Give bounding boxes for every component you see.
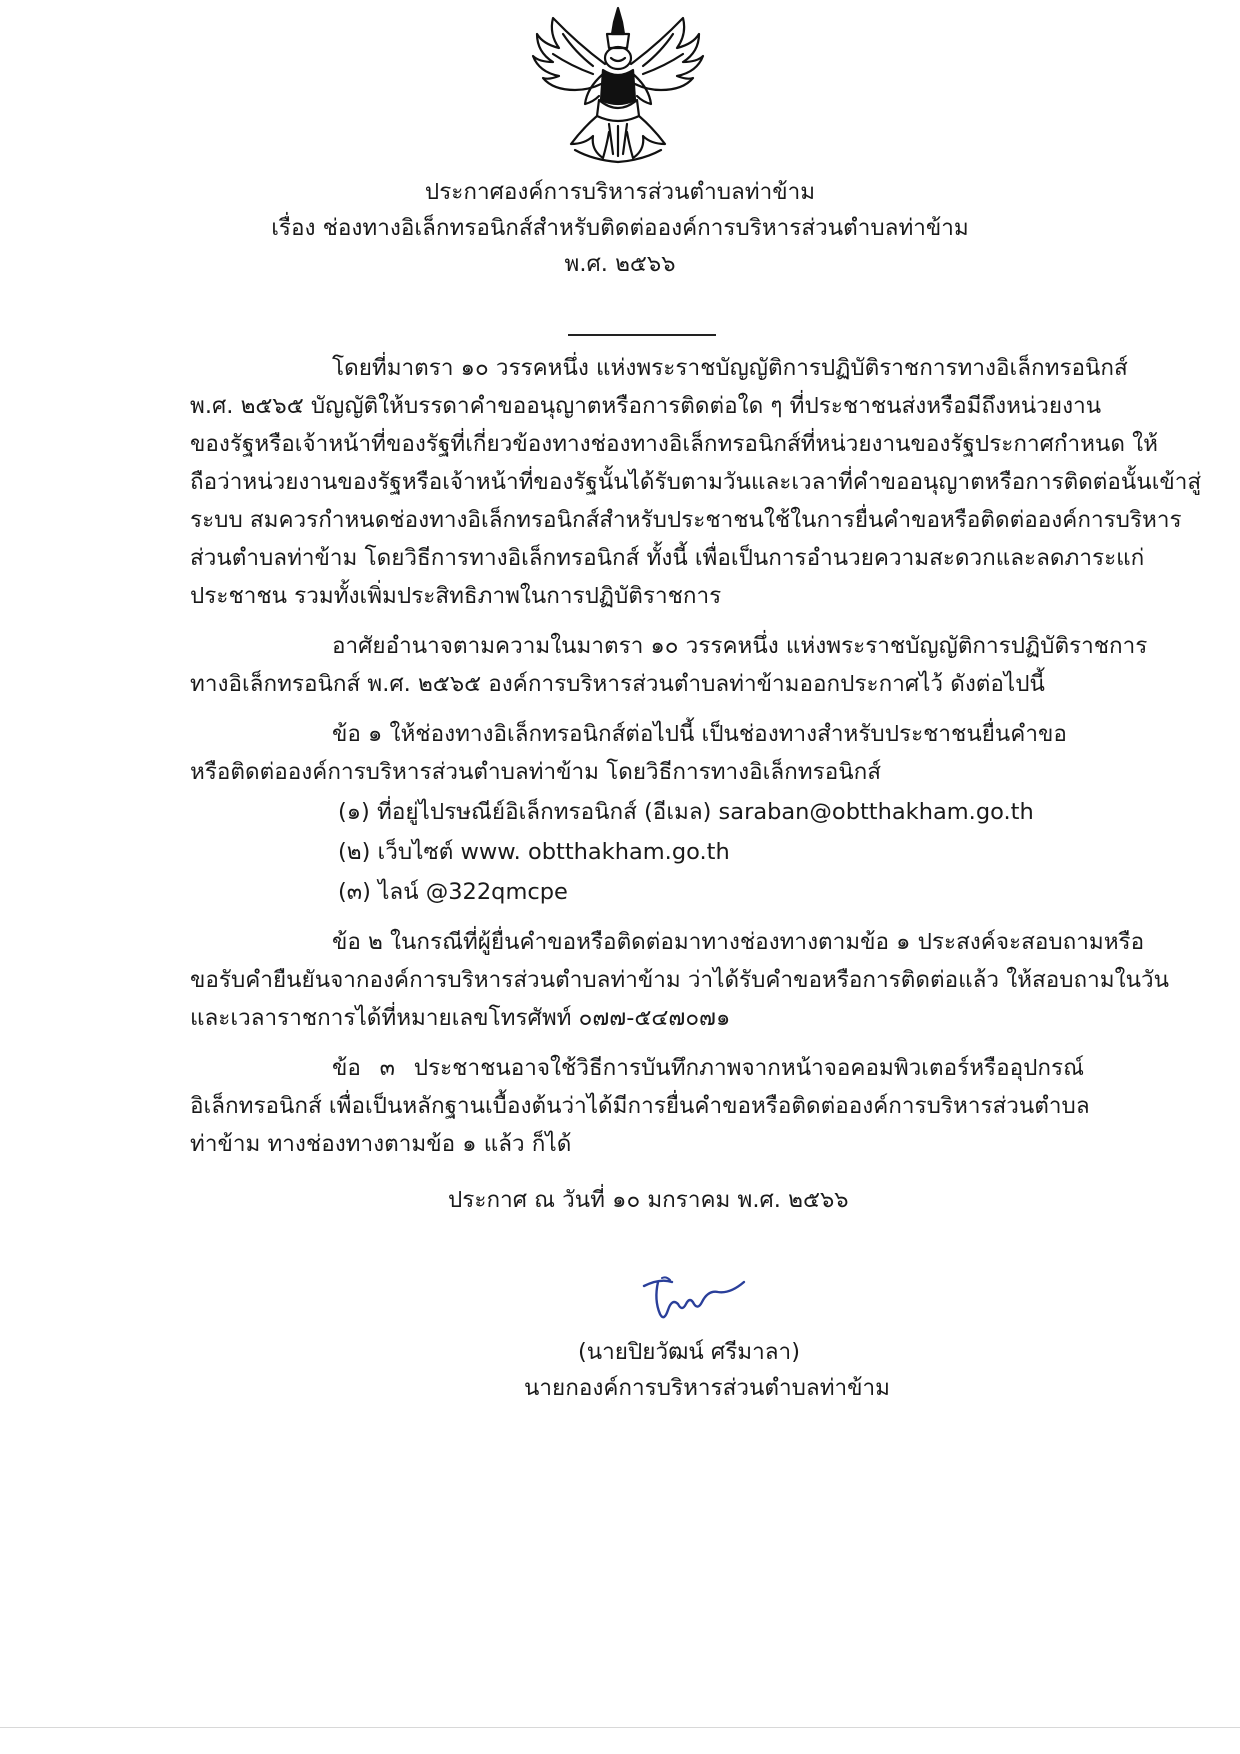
clause-2-line: และเวลาราชการได้ที่หมายเลขโทรศัพท์ ๐๗๗-๕๔๗๐๗๑ xyxy=(190,1005,731,1031)
handwritten-signature xyxy=(638,1270,750,1330)
paragraph-1-line: ของรัฐหรือเจ้าหน้าที่ของรัฐที่เกี่ยวข้องทางช่องทางอิเล็กทรอนิกส์ที่หน่วยงานของรัฐประกาศกำหนด ให้ xyxy=(190,431,1158,457)
paragraph-1-line: โดยที่มาตรา ๑๐ วรรคหนึ่ง แห่งพระราชบัญญัติการปฏิบัติราชการทางอิเล็กทรอนิกส์ xyxy=(332,355,1128,381)
clause-1-line: ข้อ ๑ ให้ช่องทางอิเล็กทรอนิกส์ต่อไปนี้ เป็นช่องทางสำหรับประชาชนยื่นคำขอ xyxy=(332,721,1067,747)
clause-3-line: อิเล็กทรอนิกส์ เพื่อเป็นหลักฐานเบื้องต้นว่าได้มีการยื่นคำขอหรือติดต่อองค์การบริหารส่วนตำบล xyxy=(190,1093,1090,1119)
paragraph-1-line: ถือว่าหน่วยงานของรัฐหรือเจ้าหน้าที่ของรัฐนั้นได้รับตามวันและเวลาที่คำขออนุญาตหรือการติดต่อนั้นเข้าสู่ xyxy=(190,469,1202,495)
channel-email: (๑) ที่อยู่ไปรษณีย์อิเล็กทรอนิกส์ (อีเมล) saraban@obtthakham.go.th xyxy=(338,799,1034,825)
signatory-position: นายกองค์การบริหารส่วนตำบลท่าข้าม xyxy=(524,1375,891,1401)
announcement-date: ประกาศ ณ วันที่ ๑๐ มกราคม พ.ศ. ๒๕๖๖ xyxy=(448,1187,849,1213)
paragraph-1-line: ส่วนตำบลท่าข้าม โดยวิธีการทางอิเล็กทรอนิกส์ ทั้งนี้ เพื่อเป็นการอำนวยความสะดวกและลดภาระแก่ xyxy=(190,545,1145,571)
header-divider xyxy=(568,334,716,336)
paragraph-1-line: ระบบ สมควรกำหนดช่องทางอิเล็กทรอนิกส์สำหรับประชาชนใช้ในการยื่นคำขอหรือติดต่อองค์การบริหาร xyxy=(190,507,1182,533)
announcement-year: พ.ศ. ๒๕๖๖ xyxy=(564,251,676,277)
paragraph-2-line: อาศัยอำนาจตามความในมาตรา ๑๐ วรรคหนึ่ง แห่งพระราชบัญญัติการปฏิบัติราชการ xyxy=(332,633,1148,659)
clause-3-line: ข้อ ๓ ประชาชนอาจใช้วิธีการบันทึกภาพจากหน้าจอคอมพิวเตอร์หรืออุปกรณ์ xyxy=(332,1055,1084,1081)
announcement-subject: เรื่อง ช่องทางอิเล็กทรอนิกส์สำหรับติดต่อองค์การบริหารส่วนตำบลท่าข้าม xyxy=(271,215,969,241)
paragraph-2-line: ทางอิเล็กทรอนิกส์ พ.ศ. ๒๕๖๕ องค์การบริหารส่วนตำบลท่าข้ามออกประกาศไว้ ดังต่อไปนี้ xyxy=(190,671,1045,697)
clause-2-line: ข้อ ๒ ในกรณีที่ผู้ยื่นคำขอหรือติดต่อมาทางช่องทางตามข้อ ๑ ประสงค์จะสอบถามหรือ xyxy=(332,929,1145,955)
announcement-title: ประกาศองค์การบริหารส่วนตำบลท่าข้าม xyxy=(424,179,816,205)
signatory-name: (นายปิยวัฒน์ ศรีมาลา) xyxy=(578,1339,800,1365)
clause-2-line: ขอรับคำยืนยันจากองค์การบริหารส่วนตำบลท่าข้าม ว่าได้รับคำขอหรือการติดต่อแล้ว ให้สอบถามในวัน xyxy=(190,967,1170,993)
paragraph-1-line: พ.ศ. ๒๕๖๕ บัญญัติให้บรรดาคำขออนุญาตหรือการติดต่อใด ๆ ที่ประชาชนส่งหรือมีถึงหน่วยงาน xyxy=(190,393,1102,419)
clause-3-line: ท่าข้าม ทางช่องทางตามข้อ ๑ แล้ว ก็ได้ xyxy=(190,1131,572,1157)
clause-1-line: หรือติดต่อองค์การบริหารส่วนตำบลท่าข้าม โดยวิธีการทางอิเล็กทรอนิกส์ xyxy=(190,759,881,785)
channel-line: (๓) ไลน์ @322qmcpe xyxy=(338,879,568,905)
garuda-emblem-icon xyxy=(523,4,713,166)
channel-website: (๒) เว็บไซต์ www. obtthakham.go.th xyxy=(338,839,730,865)
paragraph-1-line: ประชาชน รวมทั้งเพิ่มประสิทธิภาพในการปฏิบัติราชการ xyxy=(190,583,722,609)
page-edge-line xyxy=(0,1727,1240,1728)
